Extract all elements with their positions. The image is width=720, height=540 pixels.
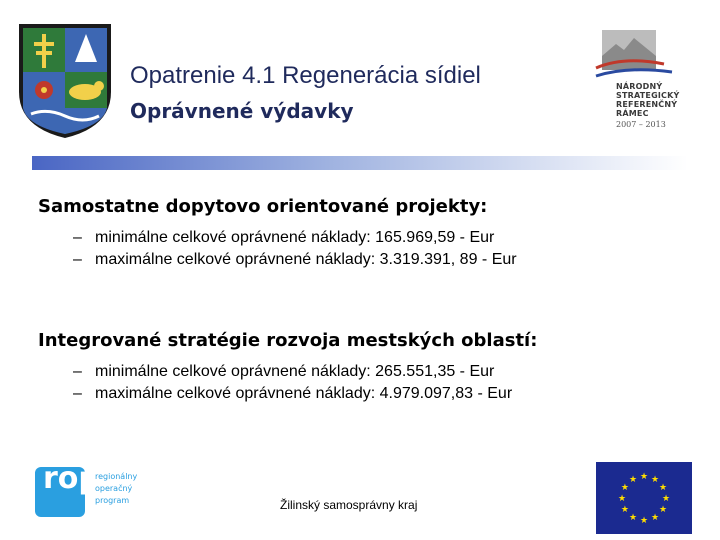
eu-star-icon: ★ <box>639 515 649 525</box>
eu-star-icon: ★ <box>620 482 629 492</box>
eu-star-icon: ★ <box>620 504 629 514</box>
nsrr-line-3: REFERENČNÝ <box>616 100 678 109</box>
page-subtitle: Oprávnené výdavky <box>130 99 354 123</box>
eu-star-icon: ★ <box>650 473 660 484</box>
section-integrated-strategies <box>38 330 537 405</box>
section-standalone-projects <box>38 196 517 271</box>
list-item: – maximálne celkové oprávnené náklady: 3.319.391, 89 - Eur <box>73 251 517 268</box>
list-item: – minimálne celkové oprávnené náklady: 265.551,35 - Eur <box>73 363 495 380</box>
eu-star-icon: ★ <box>659 504 668 514</box>
nsrr-line-1: NÁRODNÝ <box>616 82 663 91</box>
rop-logo <box>35 461 155 522</box>
header-divider <box>32 156 688 170</box>
list-item: – minimálne celkové oprávnené náklady: 165.969,59 - Eur <box>73 229 495 246</box>
eu-star-icon: ★ <box>661 493 671 503</box>
nsrr-line-4: RÁMEC <box>616 109 649 118</box>
eu-star-icon: ★ <box>639 471 649 481</box>
page-title: Opatrenie 4.1 Regenerácia sídiel <box>130 62 481 89</box>
nsrr-logo <box>594 26 684 132</box>
eu-star-icon: ★ <box>617 493 627 503</box>
nsrr-line-2: STRATEGICKÝ <box>616 91 680 100</box>
section-heading: Integrované stratégie rozvoja mestských oblastí: <box>38 330 538 351</box>
eu-star-icon: ★ <box>659 482 668 492</box>
rop-line-1: regionálny <box>95 472 138 481</box>
rop-line-2: operačný <box>95 484 133 493</box>
eu-star-icon: ★ <box>650 512 660 523</box>
section-heading: Samostatne dopytovo orientované projekty: <box>38 196 488 217</box>
footer-text: Žilinský samosprávny kraj <box>280 498 418 512</box>
eu-star-icon: ★ <box>628 512 638 523</box>
eu-flag-logo <box>596 462 692 534</box>
list-item: – maximálne celkové oprávnené náklady: 4.979.097,83 - Eur <box>73 385 513 402</box>
eu-star-icon: ★ <box>628 473 638 484</box>
nsrr-years: 2007 – 2013 <box>616 120 666 129</box>
rop-word: rop <box>43 461 100 496</box>
coat-of-arms-logo <box>17 22 113 140</box>
rop-line-3: program <box>95 496 130 505</box>
